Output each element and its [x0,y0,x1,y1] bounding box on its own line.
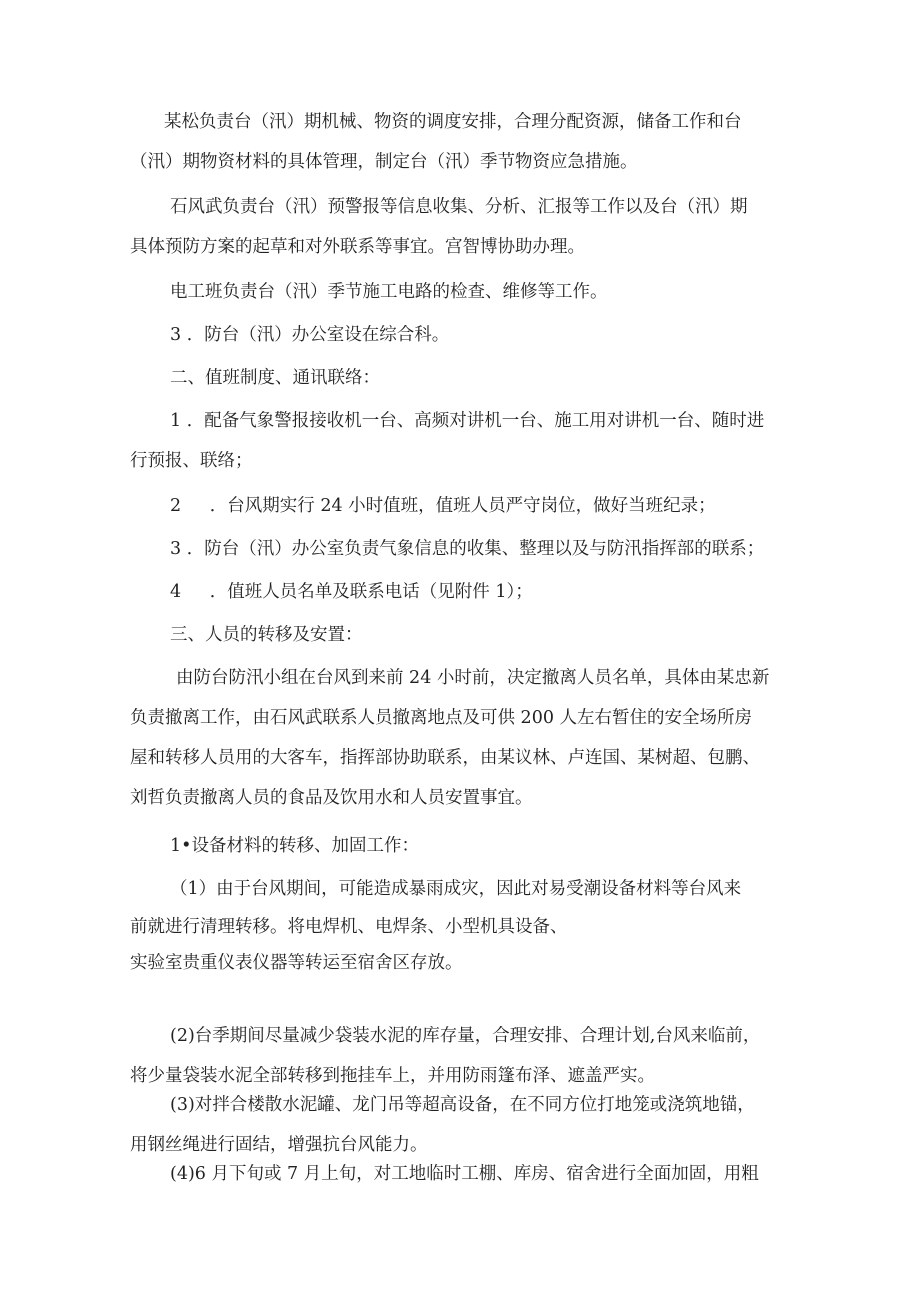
text-line: 某松负责台（汛）期机械、物资的调度安排，合理分配资源，储备工作和台 [164,112,742,132]
text-line: 将少量袋装水泥全部转移到拖挂车上，并用防雨篷布泽、遮盖严实。 [130,1066,655,1086]
paragraph-office-duty [130,529,806,569]
paragraph-equipment [130,401,806,481]
paragraph-item-1 [130,869,806,981]
paragraph-electrician [130,272,806,312]
text-line: 三、人员的转移及安置： [170,625,363,645]
text-line: (2)台季期间尽量减少袋装水泥的库存量，合理安排、合理计划,台风来临前， [170,1026,761,1046]
text-line: 3 ．防台（汛）办公室设在综合科。 [170,325,450,345]
text-line: 二、值班制度、通讯联络： [170,368,380,388]
paragraph-item-3 [130,1085,806,1165]
text-line: 1 ．配备气象警报接收机一台、高频对讲机一台、施工用对讲机一台、随时进 [170,411,765,431]
section-heading-duty [130,358,806,398]
paragraph-24h-duty [130,486,806,526]
text-line: 实验室贵重仪表仪器等转运至宿舍区存放。 [130,953,463,973]
text-line: 石风武负责台（汛）预警报等信息收集、分析、汇报等工作以及台（汛）期 [170,197,748,217]
text-line: 4 ．值班人员名单及联系电话（见附件 1）； [170,582,533,602]
text-line: (3)对拌合楼散水泥罐、龙门吊等超高设备，在不同方位打地笼或浇筑地锚， [170,1095,755,1115]
paragraph-item-2 [130,1016,806,1096]
text-line: 1•设备材料的转移、加固工作： [170,836,419,856]
text-line: (4)6 月下旬或 7 月上旬，对工地临时工棚、库房、宿舍进行全面加固，用粗 [170,1164,759,1184]
text-line: （1）由于台风期间，可能造成暴雨成灾，因此对易受潮设备材料等台风来 [170,879,742,899]
text-line: 具体预防方案的起草和对外联系等事宜。宫智博协助办理。 [130,237,585,257]
paragraph-item-4 [130,1154,806,1194]
paragraph-warning-info [130,187,806,267]
text-line: 电工班负责台（汛）季节施工电路的检查、维修等工作。 [170,282,608,302]
text-line: 2 ．台风期实行 24 小时值班，值班人员严守岗位，做好当班纪录； [170,496,716,516]
paragraph-material-dispatch [130,102,806,182]
paragraph-evacuation [130,658,806,818]
text-line: 刘哲负责撤离人员的食品及饮用水和人员安置事宜。 [130,788,533,808]
text-line: 3 ．防台（汛）办公室负责气象信息的收集、整理以及与防汛指挥部的联系； [170,539,765,559]
text-line: 用钢丝绳进行固结，增强抗台风能力。 [130,1135,428,1155]
text-line: 前就进行清理转移。将电焊机、电焊条、小型机具设备、 [130,917,568,937]
text-line: 由防台防汛小组在台风到来前 24 小时前，决定撤离人员名单，具体由某忠新 [176,668,770,688]
subheading-equipment-transfer [130,826,806,866]
text-line: 负责撤离工作，由石风武联系人员撤离地点及可供 200 人左右暂住的安全场所房 [130,708,753,728]
text-line: 行预报、联络； [130,451,253,471]
paragraph-office-location [130,315,806,355]
text-line: （汛）期物资材料的具体管理，制定台（汛）季节物资应急措施。 [130,152,638,172]
paragraph-duty-list [130,572,806,612]
text-line: 屋和转移人员用的大客车，指挥部协助联系，由某议林、卢连国、某树超、包鹏、 [130,748,760,768]
section-heading-evacuation [130,615,806,655]
